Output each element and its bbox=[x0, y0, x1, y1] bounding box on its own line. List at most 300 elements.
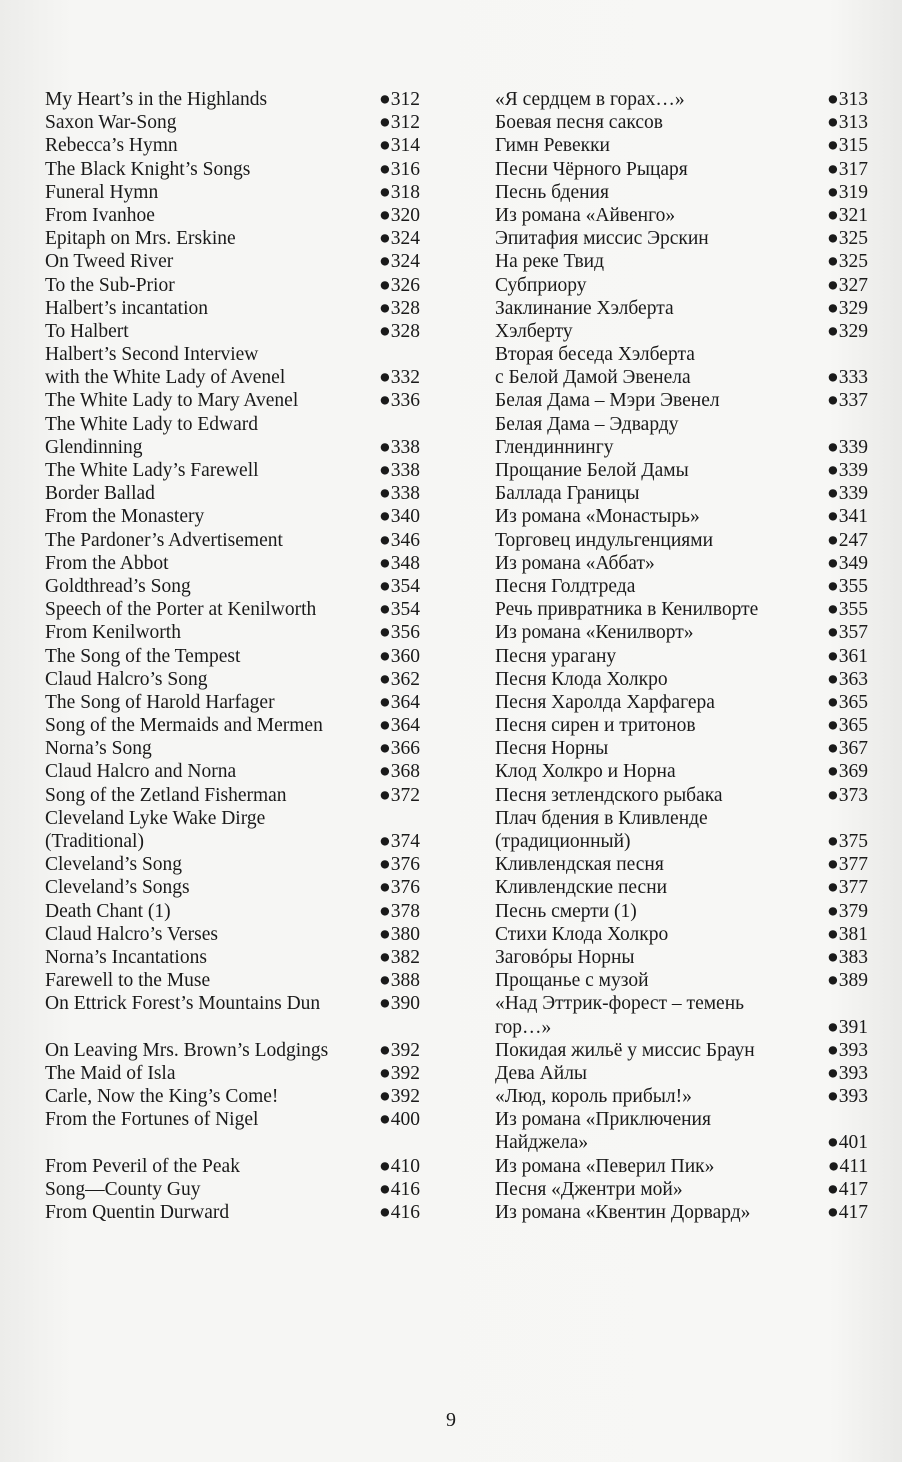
toc-entry-page: ●367 bbox=[826, 738, 868, 760]
toc-entry-line bbox=[495, 181, 868, 204]
toc-entry-line bbox=[45, 1108, 420, 1131]
toc-entry-line bbox=[45, 227, 420, 250]
toc-entry-title: Claud Halcro’s Song bbox=[45, 668, 208, 690]
toc-entry bbox=[45, 923, 420, 946]
toc-entry-page: ●340 bbox=[378, 506, 420, 528]
toc-entry-page: ●372 bbox=[378, 784, 420, 806]
toc-entry-line bbox=[45, 389, 420, 412]
toc-entry-title: From the Monastery bbox=[45, 506, 205, 528]
toc-entry-title: The White Lady to Edward bbox=[45, 413, 258, 435]
toc-entry bbox=[495, 969, 868, 992]
toc-entry bbox=[45, 784, 420, 807]
toc-entry-line bbox=[45, 158, 420, 181]
toc-entry-page: ●373 bbox=[826, 784, 868, 806]
toc-entry-title: Song—County Guy bbox=[45, 1178, 201, 1200]
toc-entry-page: ●339 bbox=[826, 436, 868, 458]
toc-entry-title: The White Lady’s Farewell bbox=[45, 460, 259, 481]
toc-entry-title: The White Lady to Mary Avenel bbox=[45, 390, 299, 412]
toc-entry bbox=[495, 320, 868, 343]
toc-entry-page: ●375 bbox=[826, 831, 868, 852]
toc-entry-page: ●417 bbox=[826, 1178, 868, 1200]
toc-entry-line bbox=[495, 760, 868, 783]
toc-entry-title: Песнь смерти (1) bbox=[495, 900, 637, 922]
toc-entry-line bbox=[45, 946, 420, 969]
toc-entry-line bbox=[495, 1131, 868, 1154]
toc-entry bbox=[495, 204, 868, 227]
toc-entry-title: The Black Knight’s Songs bbox=[45, 158, 251, 180]
toc-entry-page: ●354 bbox=[378, 575, 420, 597]
toc-entry-line bbox=[45, 760, 420, 783]
toc-entry-title: Глендиннингу bbox=[495, 436, 614, 458]
toc-entry-title: Песня Голдтреда bbox=[495, 575, 636, 597]
toc-entry-title: Заговóры Норны bbox=[495, 946, 635, 968]
toc-entry-line bbox=[495, 297, 868, 320]
toc-entry-title: The Song of Harold Harfager bbox=[45, 691, 275, 713]
toc-entry-line bbox=[495, 645, 868, 668]
toc-entry-title: Norna’s Incantations bbox=[45, 946, 207, 968]
toc-entry bbox=[45, 1108, 420, 1131]
toc-entry-page: ●392 bbox=[378, 1062, 420, 1084]
toc-entry-title: From Peveril of the Peak bbox=[45, 1155, 240, 1177]
toc-entry bbox=[45, 134, 420, 157]
toc-entry bbox=[495, 529, 868, 552]
toc-entry-line bbox=[495, 413, 868, 436]
toc-entry-line bbox=[495, 575, 868, 598]
toc-entry-title: Баллада Границы bbox=[495, 483, 640, 505]
toc-entry-line bbox=[495, 274, 868, 297]
toc-entry-line bbox=[495, 459, 868, 482]
toc-entry bbox=[495, 552, 868, 575]
toc-entry bbox=[45, 946, 420, 969]
toc-entry-line bbox=[495, 250, 868, 273]
toc-entry-page: ●377 bbox=[826, 854, 868, 876]
toc-entry-page: ●324 bbox=[378, 228, 420, 250]
toc-entry-page: ●313 bbox=[826, 112, 868, 134]
toc-entry bbox=[45, 529, 420, 552]
toc-entry-title: Заклинание Хэлберта bbox=[495, 297, 674, 319]
toc-entry bbox=[495, 691, 868, 714]
toc-entry-line bbox=[495, 343, 868, 366]
toc-entry bbox=[495, 714, 868, 737]
toc-entry bbox=[45, 691, 420, 714]
toc-entry-line bbox=[45, 1016, 420, 1039]
toc-entry bbox=[495, 389, 868, 412]
toc-entry bbox=[45, 737, 420, 760]
toc-entry-line bbox=[495, 969, 868, 992]
toc-entry-title: Белая Дама – Мэри Эвенел bbox=[495, 390, 720, 412]
toc-entry-title: Epitaph on Mrs. Erskine bbox=[45, 228, 236, 250]
toc-entry bbox=[45, 297, 420, 320]
toc-entry bbox=[495, 181, 868, 204]
toc-entry bbox=[45, 413, 420, 459]
toc-entry-line bbox=[45, 505, 420, 528]
toc-entry bbox=[45, 343, 420, 389]
toc-entry-line bbox=[45, 552, 420, 575]
toc-entry-line bbox=[45, 992, 420, 1015]
toc-entry bbox=[45, 1062, 420, 1085]
toc-entry-line bbox=[45, 320, 420, 343]
toc-entry-page: ●333 bbox=[826, 367, 868, 389]
toc-entry-page: ●315 bbox=[826, 135, 868, 157]
toc-entry-page: ●364 bbox=[378, 715, 420, 737]
toc-entry bbox=[495, 134, 868, 157]
toc-entry-line bbox=[495, 923, 868, 946]
toc-entry bbox=[495, 876, 868, 899]
toc-entry bbox=[495, 760, 868, 783]
toc-entry bbox=[45, 320, 420, 343]
toc-entry bbox=[495, 1155, 868, 1178]
toc-entry-line bbox=[45, 621, 420, 644]
toc-entry bbox=[45, 181, 420, 204]
toc-entry bbox=[495, 274, 868, 297]
toc-entry-page: ●410 bbox=[378, 1155, 420, 1177]
page-number: 9 bbox=[446, 1409, 456, 1431]
toc-entry bbox=[495, 158, 868, 181]
toc-entry-line bbox=[495, 158, 868, 181]
toc-entry-title: Song of the Zetland Fisherman bbox=[45, 784, 287, 806]
toc-entry-title: The Pardoner’s Advertisement bbox=[45, 529, 283, 551]
toc-entry-page: ●365 bbox=[826, 715, 868, 737]
toc-entry-page: ●355 bbox=[826, 599, 868, 621]
toc-entry-line bbox=[495, 992, 868, 1015]
toc-entry-line bbox=[495, 1108, 868, 1131]
toc-entry-title: Cleveland’s Songs bbox=[45, 877, 190, 899]
toc-entry-page: ●393 bbox=[826, 1039, 868, 1061]
toc-entry-page: ●328 bbox=[378, 297, 420, 319]
toc-entry-line bbox=[45, 111, 420, 134]
toc-entry-title: Кливлендские песни bbox=[495, 877, 668, 899]
toc-entry-page: ●338 bbox=[378, 483, 420, 505]
toc-entry bbox=[495, 297, 868, 320]
toc-entry-page: ●374 bbox=[378, 831, 420, 852]
toc-entry bbox=[45, 111, 420, 134]
toc-entry bbox=[45, 274, 420, 297]
toc-entry-page: ●336 bbox=[378, 390, 420, 412]
toc-entry bbox=[495, 1085, 868, 1108]
toc-entry bbox=[45, 1039, 420, 1062]
toc-entry-title: Эпитафия миссис Эрскин bbox=[495, 228, 709, 250]
toc-column-english bbox=[45, 88, 420, 1224]
toc-entry-title: On Tweed River bbox=[45, 251, 174, 273]
toc-entry-page: ●417 bbox=[826, 1202, 868, 1223]
toc-entry-title: Кливлендская песня bbox=[495, 854, 664, 876]
toc-entry-page: ●337 bbox=[826, 390, 868, 412]
toc-entry-page: ●338 bbox=[378, 460, 420, 481]
toc-entry-page: ●312 bbox=[378, 112, 420, 134]
toc-entry-title: «Я сердцем в горах…» bbox=[495, 89, 685, 110]
toc-entry-line bbox=[45, 297, 420, 320]
toc-entry-line bbox=[45, 274, 420, 297]
toc-entry-page: ●378 bbox=[378, 900, 420, 922]
toc-entry-line bbox=[45, 691, 420, 714]
toc-entry-page: ●349 bbox=[826, 552, 868, 574]
toc-entry-title: Song of the Mermaids and Mermen bbox=[45, 715, 323, 737]
toc-entry-page: ●380 bbox=[378, 923, 420, 945]
toc-entry-title: Goldthread’s Song bbox=[45, 575, 191, 597]
toc-entry-title: Claud Halcro’s Verses bbox=[45, 923, 218, 945]
toc-entry bbox=[495, 900, 868, 923]
toc-entry-page: ●368 bbox=[378, 761, 420, 783]
toc-entry-line bbox=[495, 227, 868, 250]
toc-entry-page: ●361 bbox=[826, 645, 868, 667]
toc-entry-title: From Quentin Durward bbox=[45, 1202, 230, 1223]
toc-entry-line bbox=[495, 320, 868, 343]
toc-entry bbox=[45, 1085, 420, 1108]
toc-entry-page: ●411 bbox=[827, 1155, 868, 1177]
toc-entry-line bbox=[495, 436, 868, 459]
toc-entry-page: ●416 bbox=[378, 1202, 420, 1223]
toc-entry-title: Дева Айлы bbox=[495, 1062, 588, 1084]
toc-entry-page: ●316 bbox=[378, 158, 420, 180]
toc-entry bbox=[495, 250, 868, 273]
toc-entry bbox=[45, 598, 420, 621]
toc-entry bbox=[45, 505, 420, 528]
toc-entry-page: ●357 bbox=[826, 622, 868, 644]
toc-entry bbox=[45, 992, 420, 1015]
toc-entry-title: Из романа «Кенилворт» bbox=[495, 622, 694, 644]
toc-entry-line bbox=[45, 250, 420, 273]
toc-entry-line bbox=[495, 88, 868, 111]
toc-entry-line bbox=[495, 1039, 868, 1062]
toc-entry-line bbox=[45, 1039, 420, 1062]
toc-entry-line bbox=[45, 900, 420, 923]
toc-entry-title: Торговец индульгенциями bbox=[495, 529, 714, 551]
toc-entry bbox=[45, 714, 420, 737]
toc-entry bbox=[45, 204, 420, 227]
toc-entry bbox=[495, 598, 868, 621]
toc-entry-line bbox=[495, 204, 868, 227]
toc-entry-page: ●388 bbox=[378, 970, 420, 992]
toc-entry bbox=[495, 459, 868, 482]
toc-entry-title: Из романа «Квентин Дорвард» bbox=[495, 1202, 751, 1223]
toc-entry-page: ●355 bbox=[826, 575, 868, 597]
toc-entry bbox=[45, 88, 420, 111]
toc-entry-page: ●338 bbox=[378, 436, 420, 458]
toc-entry-line bbox=[495, 621, 868, 644]
toc-entry-title: Norna’s Song bbox=[45, 738, 152, 760]
toc-entry-page: ●327 bbox=[826, 274, 868, 296]
toc-entry-title: Saxon War-Song bbox=[45, 112, 177, 134]
toc-entry bbox=[45, 227, 420, 250]
toc-entry-page: ●314 bbox=[378, 135, 420, 157]
toc-entry bbox=[45, 1016, 420, 1039]
toc-entry-page: ●325 bbox=[826, 251, 868, 273]
toc-entry bbox=[45, 853, 420, 876]
toc-entry-line bbox=[45, 737, 420, 760]
toc-entry-page: ●312 bbox=[378, 89, 420, 110]
toc-entry bbox=[495, 413, 868, 459]
toc-entry-title: Боевая песня саксов bbox=[495, 112, 663, 134]
toc-entry-page: ●365 bbox=[826, 691, 868, 713]
toc-entry bbox=[45, 389, 420, 412]
toc-entry-title: Speech of the Porter at Kenilworth bbox=[45, 599, 317, 621]
toc-entry-title: Плач бдения в Кливленде bbox=[495, 807, 708, 829]
toc-entry-line bbox=[495, 876, 868, 899]
toc-entry bbox=[45, 1131, 420, 1154]
toc-entry-line bbox=[495, 482, 868, 505]
toc-entry-line bbox=[495, 668, 868, 691]
toc-entry-title: Death Chant (1) bbox=[45, 900, 171, 922]
toc-entry-title: Гимн Ревекки bbox=[495, 135, 610, 157]
toc-entry bbox=[495, 946, 868, 969]
toc-entry-title: «Люд, король прибыл!» bbox=[495, 1086, 692, 1108]
toc-entry bbox=[45, 807, 420, 853]
toc-entry-title: The Song of the Tempest bbox=[45, 645, 241, 667]
toc-entry-line bbox=[495, 134, 868, 157]
toc-entry-line bbox=[495, 366, 868, 389]
toc-entry-line bbox=[45, 668, 420, 691]
toc-entry-line bbox=[495, 1062, 868, 1085]
toc-entry-page: ●339 bbox=[826, 460, 868, 481]
toc-entry-page: ●354 bbox=[378, 599, 420, 621]
toc-entry bbox=[495, 1178, 868, 1201]
toc-entry-title: From the Fortunes of Nigel bbox=[45, 1109, 259, 1131]
toc-entry bbox=[45, 621, 420, 644]
toc-entry-title: Песня сирен и тритонов bbox=[495, 715, 696, 737]
toc-entry-title: Halbert’s incantation bbox=[45, 297, 208, 319]
toc-entry-page: ●319 bbox=[826, 181, 868, 203]
toc-entry-title: Песнь бдения bbox=[495, 181, 609, 203]
toc-entry-page: ●369 bbox=[826, 761, 868, 783]
toc-entry-title: (Traditional) bbox=[45, 831, 144, 852]
toc-entry-page: ●332 bbox=[378, 367, 420, 389]
toc-entry-page: ●364 bbox=[378, 691, 420, 713]
toc-entry-line bbox=[45, 969, 420, 992]
toc-entry-page: ●392 bbox=[378, 1039, 420, 1061]
toc-entry bbox=[495, 737, 868, 760]
toc-entry-title: Claud Halcro and Norna bbox=[45, 761, 237, 783]
toc-entry-line bbox=[45, 88, 420, 111]
toc-entry-line bbox=[45, 482, 420, 505]
toc-entry-page: ●348 bbox=[378, 552, 420, 574]
toc-entry-title: Песня Харолда Харфагера bbox=[495, 691, 715, 713]
toc-entry-page: ●382 bbox=[378, 946, 420, 968]
toc-entry bbox=[495, 505, 868, 528]
toc-entry bbox=[495, 343, 868, 389]
toc-entry-title: Вторая беседа Хэлберта bbox=[495, 344, 695, 366]
toc-entry-title: Речь привратника в Кенилворте bbox=[495, 599, 759, 621]
toc-entry-title: Из романа «Певерил Пик» bbox=[495, 1155, 715, 1177]
toc-entry bbox=[495, 1062, 868, 1085]
toc-entry-title: with the White Lady of Avenel bbox=[45, 367, 286, 389]
toc-entry-line bbox=[45, 1131, 420, 1154]
toc-entry-page: ●356 bbox=[378, 622, 420, 644]
toc-entry-title: From Kenilworth bbox=[45, 622, 181, 644]
toc-entry-title: Найджела» bbox=[495, 1132, 589, 1154]
toc-entry bbox=[45, 969, 420, 992]
toc-entry-page: ●393 bbox=[826, 1086, 868, 1108]
toc-entry-line bbox=[495, 552, 868, 575]
toc-entry-page: ●390 bbox=[378, 993, 420, 1015]
toc-entry-title: Песня урагану bbox=[495, 645, 617, 667]
toc-entry-line bbox=[495, 691, 868, 714]
toc-entry-page: ●313 bbox=[826, 89, 868, 110]
toc-entry-title: Клод Холкро и Норна bbox=[495, 761, 676, 783]
toc-entry-line bbox=[45, 134, 420, 157]
toc-entry-line bbox=[495, 737, 868, 760]
toc-entry-page: ●400 bbox=[378, 1109, 420, 1131]
toc-entry bbox=[45, 1178, 420, 1201]
toc-entry-page: ●325 bbox=[826, 228, 868, 250]
toc-entry-line bbox=[45, 876, 420, 899]
toc-entry bbox=[495, 1039, 868, 1062]
toc-entry-page: ●376 bbox=[378, 854, 420, 876]
toc-entry-line bbox=[45, 1178, 420, 1201]
toc-entry-title: Хэлберту bbox=[495, 320, 573, 342]
toc-entry-line bbox=[495, 1178, 868, 1201]
toc-entry bbox=[495, 1108, 868, 1154]
toc-entry bbox=[45, 459, 420, 482]
toc-entry-line bbox=[45, 923, 420, 946]
toc-entry-line bbox=[45, 714, 420, 737]
toc-entry-line bbox=[45, 459, 420, 482]
toc-entry-line bbox=[45, 598, 420, 621]
toc-entry-page: ●324 bbox=[378, 251, 420, 273]
toc-entry bbox=[495, 992, 868, 1038]
toc-entry-line bbox=[495, 784, 868, 807]
toc-entry bbox=[495, 668, 868, 691]
toc-entry-line bbox=[495, 598, 868, 621]
toc-entry-title: Песня Клода Холкро bbox=[495, 668, 668, 690]
toc-entry-line bbox=[495, 900, 868, 923]
toc-entry-title: To Halbert bbox=[45, 320, 129, 342]
toc-entry-title: Cleveland Lyke Wake Dirge bbox=[45, 807, 266, 829]
toc-entry-line bbox=[45, 529, 420, 552]
toc-entry-page: ●416 bbox=[378, 1178, 420, 1200]
toc-entry bbox=[495, 1201, 868, 1224]
toc-entry-line bbox=[45, 645, 420, 668]
toc-entry-line bbox=[45, 1085, 420, 1108]
toc-entry bbox=[45, 668, 420, 691]
toc-entry-line bbox=[45, 830, 420, 853]
toc-entry bbox=[495, 621, 868, 644]
toc-entry-title: Прощание Белой Дамы bbox=[495, 460, 689, 481]
toc-entry-page: ●362 bbox=[378, 668, 420, 690]
toc-entry bbox=[495, 923, 868, 946]
toc-entry bbox=[495, 111, 868, 134]
toc-entry-page: ●377 bbox=[826, 877, 868, 899]
toc-entry-page: ●392 bbox=[378, 1086, 420, 1108]
toc-entry-line bbox=[45, 1201, 420, 1224]
toc-entry bbox=[495, 227, 868, 250]
toc-entry-title: Halbert’s Second Interview bbox=[45, 344, 259, 366]
toc-entry-page: ●341 bbox=[826, 506, 868, 528]
toc-entry-line bbox=[495, 389, 868, 412]
toc-entry-line bbox=[45, 575, 420, 598]
toc-entry bbox=[495, 807, 868, 853]
toc-entry-page: ●329 bbox=[826, 297, 868, 319]
toc-entry-title: Прощанье с музой bbox=[495, 970, 649, 992]
toc-entry bbox=[45, 876, 420, 899]
toc-entry-page: ●317 bbox=[826, 158, 868, 180]
toc-entry bbox=[45, 760, 420, 783]
toc-entry-title: «Над Эттрик-форест – темень bbox=[495, 993, 745, 1015]
toc-entry-title: Из романа «Монастырь» bbox=[495, 506, 700, 528]
toc-entry-title: From the Abbot bbox=[45, 552, 169, 574]
toc-entry-line bbox=[45, 1155, 420, 1178]
toc-entry bbox=[45, 158, 420, 181]
toc-entry-title: Песня Норны bbox=[495, 738, 609, 760]
toc-entry-title: На реке Твид bbox=[495, 251, 605, 273]
toc-entry bbox=[45, 900, 420, 923]
toc-entry-line bbox=[45, 853, 420, 876]
toc-entry-line bbox=[45, 436, 420, 459]
toc-entry-title: To the Sub-Prior bbox=[45, 274, 175, 296]
toc-entry-page: ●389 bbox=[826, 970, 868, 992]
toc-entry-line bbox=[45, 784, 420, 807]
toc-entry-page: ●401 bbox=[826, 1132, 868, 1154]
toc-entry bbox=[495, 853, 868, 876]
